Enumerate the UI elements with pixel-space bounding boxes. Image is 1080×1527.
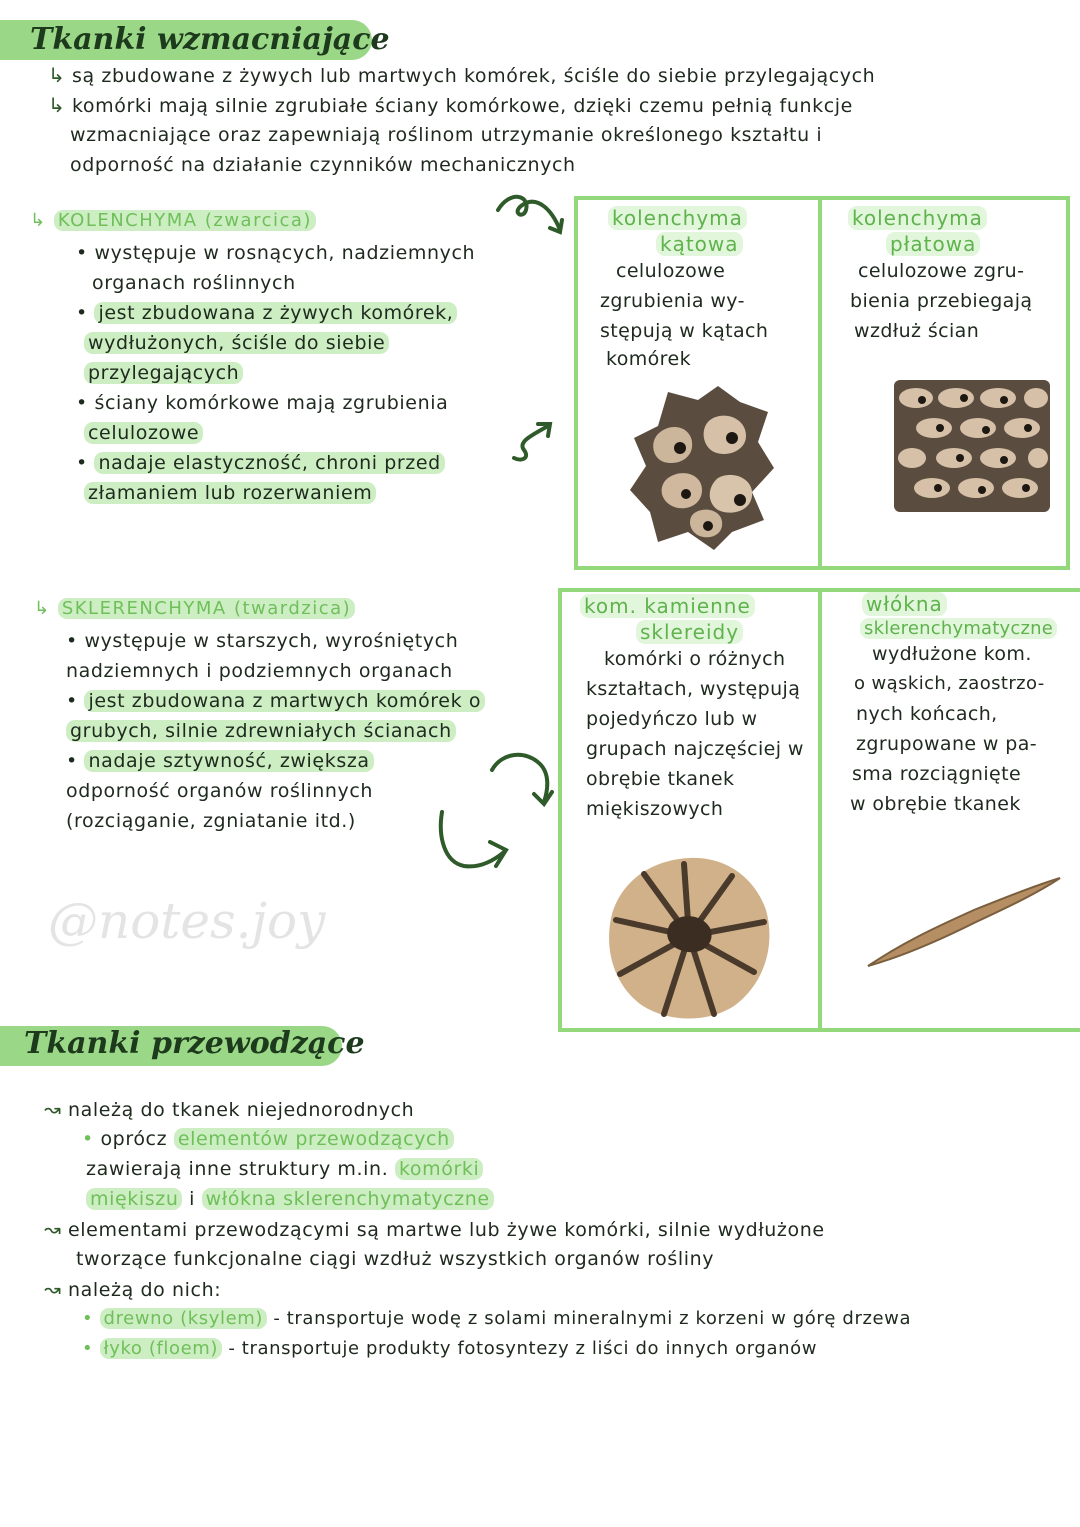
box-label: włókna	[836, 592, 1080, 616]
box-text: grupach najczęściej w	[586, 738, 804, 760]
box-label: sklereidy	[576, 620, 816, 644]
box-text: zgrubienia wy-	[600, 290, 745, 312]
box-text: pojedyńczo lub w	[586, 708, 758, 730]
wlokno-illustration	[864, 872, 1064, 972]
watermark: @notes.joy	[48, 892, 326, 950]
section2-title: Tkanki przewodzące	[24, 1026, 365, 1061]
bullet-line: wydłużonych, ściśle do siebie	[76, 328, 475, 358]
box-text: kształtach, występują	[586, 678, 801, 700]
arrow-icon: ↳	[48, 93, 66, 117]
bullet-line: • nadaje elastyczność, chroni przed	[76, 448, 475, 478]
sklereidy-box	[576, 594, 816, 824]
s2-sub-1: • oprócz elementów przewodzących	[82, 1124, 454, 1154]
intro-line-4: odporność na działanie czynników mechanicznych	[70, 154, 576, 176]
box-label: płatowa	[830, 232, 1066, 256]
bullet-line: organach roślinnych	[92, 272, 296, 294]
bullet-line: • jest zbudowana z żywych komórek,	[76, 298, 475, 328]
squiggle-arrow-icon: ↝	[44, 1217, 62, 1241]
bullet-line: • ściany komórkowe mają zgrubienia	[76, 392, 449, 414]
box-label: kom. kamienne	[576, 594, 816, 618]
s2-line-3: tworzące funkcjonalne ciągi wzdłuż wszystkich organów rośliny	[76, 1248, 715, 1270]
bullet-dot: •	[82, 1338, 94, 1359]
box-text: stępują w kątach	[600, 320, 769, 342]
section1-title: Tkanki wzmacniające	[30, 22, 390, 57]
bullet-line: • nadaje sztywność, zwiększa	[66, 746, 485, 776]
s2-line-1: ↝ należą do tkanek niejednorodnych	[44, 1097, 415, 1121]
bullet-line: • występuje w rosnących, nadziemnych	[76, 242, 476, 264]
arrow-icon: ↳	[48, 63, 66, 87]
bullet-line: przylegających	[76, 358, 475, 388]
bullet-line: złamaniem lub rozerwaniem	[76, 478, 475, 508]
kolenchyma-katowa-illustration	[628, 382, 778, 552]
bullet-line: nadziemnych i podziemnych organach	[66, 660, 453, 682]
sklerenchyma-box-divider	[818, 588, 822, 1032]
bullet-dot: •	[82, 1308, 94, 1329]
s2-item-1: • drewno (ksylem) - transportuje wodę z solami mineralnymi z korzeni w górę drzewa	[82, 1308, 912, 1329]
intro-line-1: ↳ są zbudowane z żywych lub martwych komórek, ściśle do siebie przylegających	[48, 63, 876, 87]
kolenchyma-box-divider	[818, 196, 822, 570]
box-text: celulozowe	[616, 260, 726, 282]
bullet-line: celulozowe	[76, 418, 475, 448]
box-text: celulozowe zgru-	[858, 260, 1025, 282]
curly-arrow-icon	[508, 418, 558, 466]
box-text: miękiszowych	[586, 798, 724, 820]
bullet-line: grubych, silnie zdrewniałych ścianach	[66, 716, 485, 746]
bullet-line: odporność organów roślinnych	[66, 780, 374, 802]
box-text: nych końcach,	[856, 703, 998, 725]
curly-arrow-icon	[486, 750, 556, 810]
box-label: kątowa	[586, 232, 814, 256]
box-text: w obrębie tkanek	[850, 793, 1021, 815]
s2-sub-3: miękiszu i włókna sklerenchymatyczne	[86, 1184, 494, 1214]
s2-sub-2: zawierają inne struktury m.in. komórki	[86, 1154, 483, 1184]
kolenchyma-platowa-illustration	[894, 380, 1050, 512]
s2-line-2: ↝ elementami przewodzącymi są martwe lub żywe komórki, silnie wydłużone	[44, 1217, 825, 1241]
kolenchyma-heading: ↳ KOLENCHYMA (zwarcica)	[30, 210, 316, 231]
bullet-line: (rozciąganie, zgniatanie itd.)	[66, 810, 356, 832]
box-text: komórki o różnych	[604, 648, 786, 670]
curly-arrow-icon	[434, 806, 514, 876]
box-text: bienia przebiegają	[850, 290, 1033, 312]
s2-item-2: • łyko (floem) - transportuje produkty fotosyntezy z liści do innych organów	[82, 1338, 818, 1359]
corner-arrow-icon: ↳	[34, 598, 51, 619]
box-text: obrębie tkanek	[586, 768, 735, 790]
bullet-line: • jest zbudowana z martwych komórek o	[66, 686, 485, 716]
corner-arrow-icon: ↳	[30, 210, 47, 231]
sklereida-illustration	[604, 854, 774, 1024]
box-text: zgrupowane w pa-	[856, 733, 1038, 755]
kolenchyma-platowa-box	[830, 206, 1066, 346]
box-text: sma rozciągnięte	[852, 763, 1022, 785]
bullet-line: • występuje w starszych, wyrośniętych	[66, 630, 459, 652]
sklerenchyma-heading: ↳ SKLERENCHYMA (twardzica)	[34, 598, 355, 619]
curly-arrow-icon	[490, 190, 570, 250]
box-text: wzdłuż ścian	[854, 320, 980, 342]
intro-line-2: ↳ komórki mają silnie zgrubiałe ściany komórkowe, dzięki czemu pełnią funkcje	[48, 93, 853, 117]
squiggle-arrow-icon: ↝	[44, 1097, 62, 1121]
bullet-dot: •	[82, 1128, 94, 1150]
box-label: kolenchyma	[586, 206, 814, 230]
squiggle-arrow-icon: ↝	[44, 1277, 62, 1301]
box-text: wydłużone kom.	[872, 643, 1032, 665]
kolenchyma-bullets	[76, 238, 475, 508]
sklerenchyma-bullets	[66, 626, 485, 836]
intro-line-3: wzmacniające oraz zapewniają roślinom utrzymanie określonego kształtu i	[70, 124, 823, 146]
s2-line-4: ↝ należą do nich:	[44, 1277, 222, 1301]
wlokna-box	[836, 592, 1080, 819]
kolenchyma-katowa-box	[586, 206, 814, 372]
box-label: kolenchyma	[830, 206, 1066, 230]
box-text: komórek	[606, 348, 691, 370]
box-text: o wąskich, zaostrzo-	[854, 673, 1045, 694]
box-label: sklerenchymatyczne	[836, 618, 1080, 639]
